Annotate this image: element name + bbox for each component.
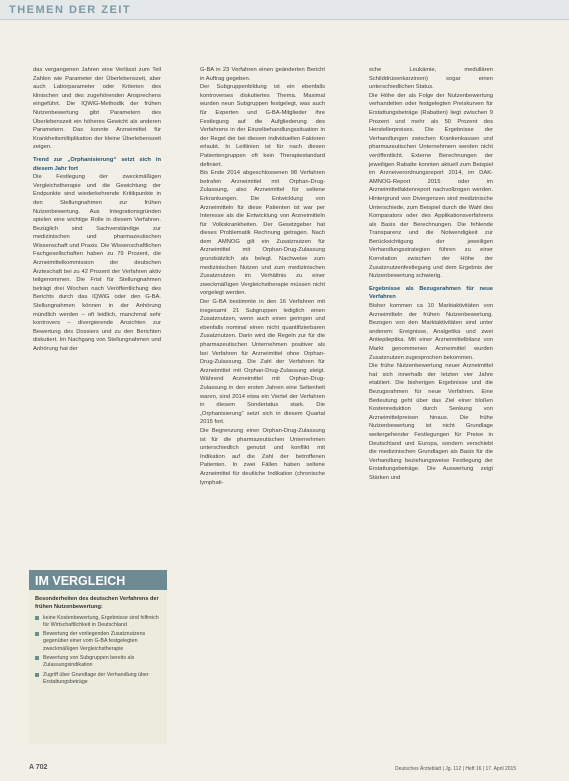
bullet-square-icon [35,616,39,620]
section-title: THEMEN DER ZEIT [9,4,132,16]
paragraph: Die Höhe der als Folge der Nutzenbewertung verhandelten oder festgelegten Preiskurven für Erstattungsbeträge (Rabatten) liegt zwischen 9 Prozent und mehr als 50 Prozent des Herstellerpreises. Die Ergebnisse der Verhandlungen zwischen Krankenkassen und pharmazeutischen Unternehmern werden nicht veröffentlicht. Externe Berechnungen der jeweiligen Rabatte konnten aktuell zum Beispiel im Arzneiverordnungsreport 2014, im DAK-AMNOG-Report 2015 oder im Arzneimittelfaktenreport nachvollzogen werden. Hintergrund von Divergenzen sind medizinische Unterschiede, zum Beispiel durch die Wahl des Komparators oder des Applikationsverfahrens als Basis der Berechnungen. Die fehlende Transparenz und die Notwendigkeit zur Berücksichtigung der jeweiligen Verhandlungsstrategien führen zu einer Korrelation zwischen der Höhe der Zusatznutzenfestlegung und dem Ergebnis der Nutzenbewertung schwierig. [369,92,493,280]
box-list [35,615,161,687]
bullet-square-icon [35,673,39,677]
paragraph: Die frühe Nutzenbewertung neuer Arzneimittel hat sich innerhalb der letzten vier Jahre etabliert. Die bisherigen Ergebnisse und die Bezugsrahmen für neue Verfahren. Eine Bedeutung geht über das Ziel einer bloßen Kostenreduktion durch Senkung von Arzneimittelpreisen hinaus. Die frühe Nutzenbewertung ist nicht Grundlage weitergehender Festlegungen für Preise in Deutschland und Europa, sondern verschiebt die medizinischen Grundlagen als Basis für die Verhandlung beziehungsweise Festlegung der Erstattungsbeträge. Die Auswertung zeigt Stärken und [369,363,493,481]
journal-citation: Deutsches Ärzteblatt | Jg. 112 | Heft 16 | 17. April 2015 [395,766,517,772]
section-header [0,0,569,20]
text-column-1 [33,66,161,354]
bullet-square-icon [35,656,39,660]
list-item [35,655,161,670]
bullet-square-icon [35,632,39,636]
paragraph: sche Leukämie, medullären Schilddrüsenkarzinom) sogar einen unterschiedlichen Status. [369,67,493,91]
subheading: Trend zur „Orphanisierung“ setzt sich in diesem Jahr fort [33,156,161,172]
box-title: IM VERGLEICH [29,570,167,590]
list-item [35,615,161,630]
paragraph: Die Begrenzung einer Orphan-Drug-Zulassung ist für die pharmazeutischen Unternehmen unterschiedlich genutzt und konflikt mit Indikation auf die Zahl der betroffenen Patienten. In zwei Fällen haben seltene Arzneimittel für deutliche Indikation (chronische lymphati- [200,427,325,486]
subheading: Ergebnisse als Bezugsrahmen für neue Verfahren [369,285,493,301]
paragraph: Bis Ende 2014 abgeschlossenen 98 Verfahren betrafen Arzneimittel mit Orphan-Drug-Zulassung, also Arzneimittel für seltene Erkrankungen. Die Entwicklung von Arzneimitteln für diese Patienten ist war per Interesse als die Entwicklung von Arzneimitteln für Volkskrankheiten. Der Gesetzgeber hat dieses Problematik Rechnung getragen. Nach dem AMNOG gilt ein Zusatznutzen für Arzneimittel mit Orphan-Drug-Zulassung grundsätzlich als belegt. Nachweise zum medizinischen Nutzen und zum medizinischen Zusatznutzen im Verhältnis zu einer zweckmäßigen Vergleichstherapie müssen nicht vorgelegt werden. [200,170,325,297]
paragraph: Die Festlegung der zweckmäßigen Vergleichstherapie und die Gewichtung der Endpunkte sind wiederkehrende Kritikpunkte in den Stellungnahmen zur frühen Nutzenbewertung. Aus Integrationsgründen spielen eine wichtige Rolle in diesem Verfahren. Bezüglich sind Sachverständige zur medizinischen und pharmazeutischen Wissenschaft und Praxis. Die Wissenschaftlichen Fachgesellschaften haben zu 79 Prozent, die Arzneimittelkommission der deutschen Ärzteschaft bei zu 42 Prozent der Verfahren aktiv teilgenommen. Die Frist für Stellungnahmen beträgt drei Wochen nach Veröffentlichung des Berichts durch das IQWiG oder den G-BA. Stellungnahmen können in der Anhörung mündlich werden – oft leidlich, manchmal sehr kontrovers – divergierende Ansichten zur Bewertung des Dossiers und zu den Berichten diskutiert. Im Nachgang von Stellungnahmen und Anhörung hat der [33,174,161,352]
text-column-3 [369,66,493,483]
paragraph: Bisher kommen ca 10 Marktaktivitäten von Arzneimitteln der frühen Nutzenbewertung. Bezogen von den Marktaktivitäten sind unter anderem: Ereignisse, Analgetika und zwei Antiepileptika. Mit einer Arzneimittelbilanz von Markt genommenen Arzneimittel wurden Zusatznutzen zugesprochen bekommen. [369,303,493,361]
paragraph: Der G-BA bestimmte in den 16 Verfahren mit insgesamt 21 Subgruppen lediglich einen Zusatznutzen, wenn auch einen geringen und ebenfalls nominal einen nicht quantifizierbaren Zusatznutzen. Darin wird die Regeln zur für die pharmazeutischen Unternehmen positiver als bei Verfahren für Arzneimittel ohne Orphan-Drug-Zulassung. Die Zahl der Verfahren für Arzneimittel mit Orphan-Drug-Zulassung steigt. Während Arzneimittel mit Orphan-Drug-Zulassung in den ersten Jahren eine Seltenheit waren, sind 2014 etwa ein Viertel der Verfahren in diesem Sondertatus stark. Die „Orphanisierung“ setzt sich in diesem Quartal 2015 fort. [200,299,325,426]
list-item [35,631,161,653]
paragraph: G-BA in 23 Verfahren einen geänderten Bericht in Auftrag gegeben. [200,67,325,82]
page-number: A 702 [29,764,48,771]
paragraph: Der Subgruppenbildung ist ein ebenfalls kontroverses diskutiertes Thema. Maximal wurden neun Subgruppen festgelegt, was auch für Experten und G-BA-Mitglieder ihre Festlegung auf die Aufgliederung des Verfahrens in der Einzelbehandlungssituation in der Regel der bei diesem individuellen Faktoren erlaubt. In Leitlinien ist für nach diesen Patientengruppen oft kein Therapiestandard definiert. [200,84,325,168]
list-item-text: Zugriff über Grundlage der Verhandlung über Erstattungsbeträge [43,671,149,685]
comparison-box [29,570,167,744]
list-item-text: keine Kostenbewertung, Ergebnisse sind hilfreich für Wirtschaftlichkeit in Deutschland [43,614,159,628]
text-column-2 [200,66,325,487]
paragraph: das vergangenen Jahren eine Verlässt zum Teil Zahlen wie Parameter der Überlebenszeit, aber auch Laborparameter oder Kriterien des klinischen und des zugehörenden Ansprechens eingeführt. Die IQWiG-Methodik der frühen Nutzenbewertung gibt Parametern des Überlebenszeit ein höheres Gewicht als anderen Parametern. Das konnte Arzneimittel für Krankheitsmiltiplikation der kleine Überlebenszeit zeigen. [33,67,161,151]
list-item [35,672,161,687]
box-intro: Besonderheiten des deutschen Verfahrens der frühen Nutzenbewertung: [35,596,159,610]
list-item-text: Bewertung von Subgruppen bereits als Zulassungsindikation [43,655,135,669]
list-item-text: Bewertung der vorliegenden Zusatznutzens gegenüber einer vom G-BA festgelegten zweckmäßigen Vergleichstherapie [43,631,146,652]
